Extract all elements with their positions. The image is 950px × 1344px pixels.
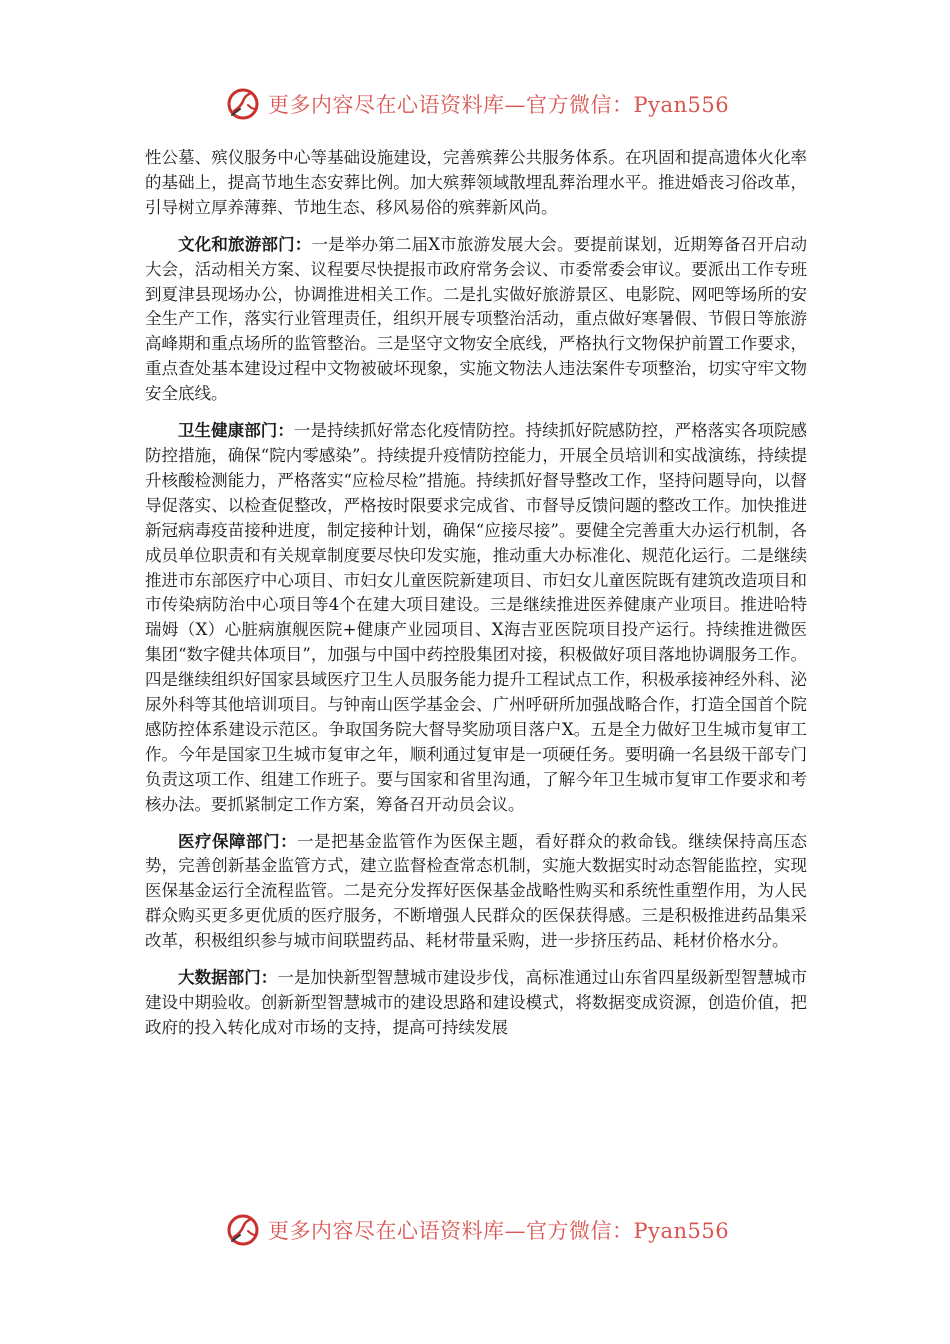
paragraph-heading: 文化和旅游部门： <box>178 234 312 254</box>
paragraph-text: 一是持续抓好常态化疫情防控。持续抓好院感防控，严格落实各项院感防控措施，确保“院内零感染”。持续提升疫情防控能力，开展全员培训和实战演练，持续提升核酸检测能力，严格落实“应检尽检”措施。持续抓好督导整改工作，坚持问题导向，以督导促落实、以检查促整改，严格按时限要求完成省、市督导反馈问题的整改工作。加快推进新冠病毒疫苗接种进度，制定接种计划，确保“应接尽接”。要健全完善重大办运行机制，各成员单位职责和有关规章制度要尽快印发实施，推动重大办标准化、规范化运行。二是继续推进市东部医疗中心项目、市妇女儿童医院新建项目、市妇女儿童医院既有建筑改造项目和市传染病防治中心项目等4个在建大项目建设。三是继续推进医养健康产业项目。推进哈特瑞姆（X）心脏病旗舰医院+健康产业园项目、X海吉亚医院项目投产运行。持续推进微医集团“数字健共体项目”，加强与中国中药控股集团对接，积极做好项目落地协调服务工作。四是继续组织好国家县域医疗卫生人员服务能力提升工程试点工作，积极承接神经外科、泌尿外科等其他培训项目。与钟南山医学基金会、广州呼研所加强战略合作，打造全国首个院感防控体系建设示范区。争取国务院大督导奖励项目落户X。五是全力做好卫生城市复审工作。今年是国家卫生城市复审之年，顺利通过复审是一项硬任务。要明确一名县级干部专门负责这项工作、组建工作班子。要与国家和省里沟通，了解今年卫生城市复审工作要求和考核办法。要抓紧制定工作方案，筹备召开动员会议。 <box>145 421 808 814</box>
paragraph-heading: 医疗保障部门： <box>178 831 298 851</box>
pen-logo-icon <box>226 1213 260 1247</box>
paragraph <box>145 966 807 1041</box>
footer-banner <box>0 1210 950 1250</box>
banner-text: 更多内容尽在心语资料库—官方微信：Pyan556 <box>268 1219 730 1243</box>
paragraph-text: 性公墓、殡仪服务中心等基础设施建设，完善殡葬公共服务体系。在巩固和提高遗体火化率的基础上，提高节地生态安葬比例。加大殡葬领域散埋乱葬治理水平。推进婚丧习俗改革，引导树立厚养薄葬、节地生态、移风易俗的殡葬新风尚。 <box>145 148 807 217</box>
header-banner <box>0 84 950 124</box>
paragraph <box>145 830 807 955</box>
paragraph <box>145 419 807 818</box>
pen-logo-icon <box>226 87 260 121</box>
paragraph <box>145 146 807 221</box>
paragraph-heading: 卫生健康部门： <box>178 421 294 441</box>
document-body <box>145 146 807 1041</box>
paragraph-text: 一是举办第二届X市旅游发展大会。要提前谋划，近期筹备召开启动大会，活动相关方案、议程要尽快提报市政府常务会议、市委常委会审议。要派出工作专班到夏津县现场办公，协调推进相关工作。二是扎实做好旅游景区、电影院、网吧等场所的安全生产工作，落实行业管理责任，组织开展专项整治活动，重点做好寒暑假、节假日等旅游高峰期和重点场所的监管整治。三是坚守文物安全底线，严格执行文物保护前置工作要求，重点查处基本建设过程中文物被破坏现象，实施文物法人违法案件专项整治，切实守牢文物安全底线。 <box>145 234 808 404</box>
paragraph-heading: 大数据部门： <box>178 968 278 988</box>
banner-text: 更多内容尽在心语资料库—官方微信：Pyan556 <box>268 93 730 117</box>
paragraph <box>145 233 807 407</box>
paragraph-text: 一是把基金监管作为医保主题，看好群众的救命钱。继续保持高压态势，完善创新基金监管方式，建立监督检查常态机制，实施大数据实时动态智能监控，实现医保基金运行全流程监管。二是充分发挥好医保基金战略性购买和系统性重塑作用，为人民群众购买更多更优质的医疗服务，不断增强人民群众的医保获得感。三是积极推进药品集采改革，积极组织参与城市间联盟药品、耗材带量采购，进一步挤压药品、耗材价格水分。 <box>145 831 808 951</box>
paragraph-text: 一是加快新型智慧城市建设步伐，高标准通过山东省四星级新型智慧城市建设中期验收。创新新型智慧城市的建设思路和建设模式，将数据变成资源，创造价值，把政府的投入转化成对市场的支持，提高可持续发展 <box>145 968 808 1037</box>
